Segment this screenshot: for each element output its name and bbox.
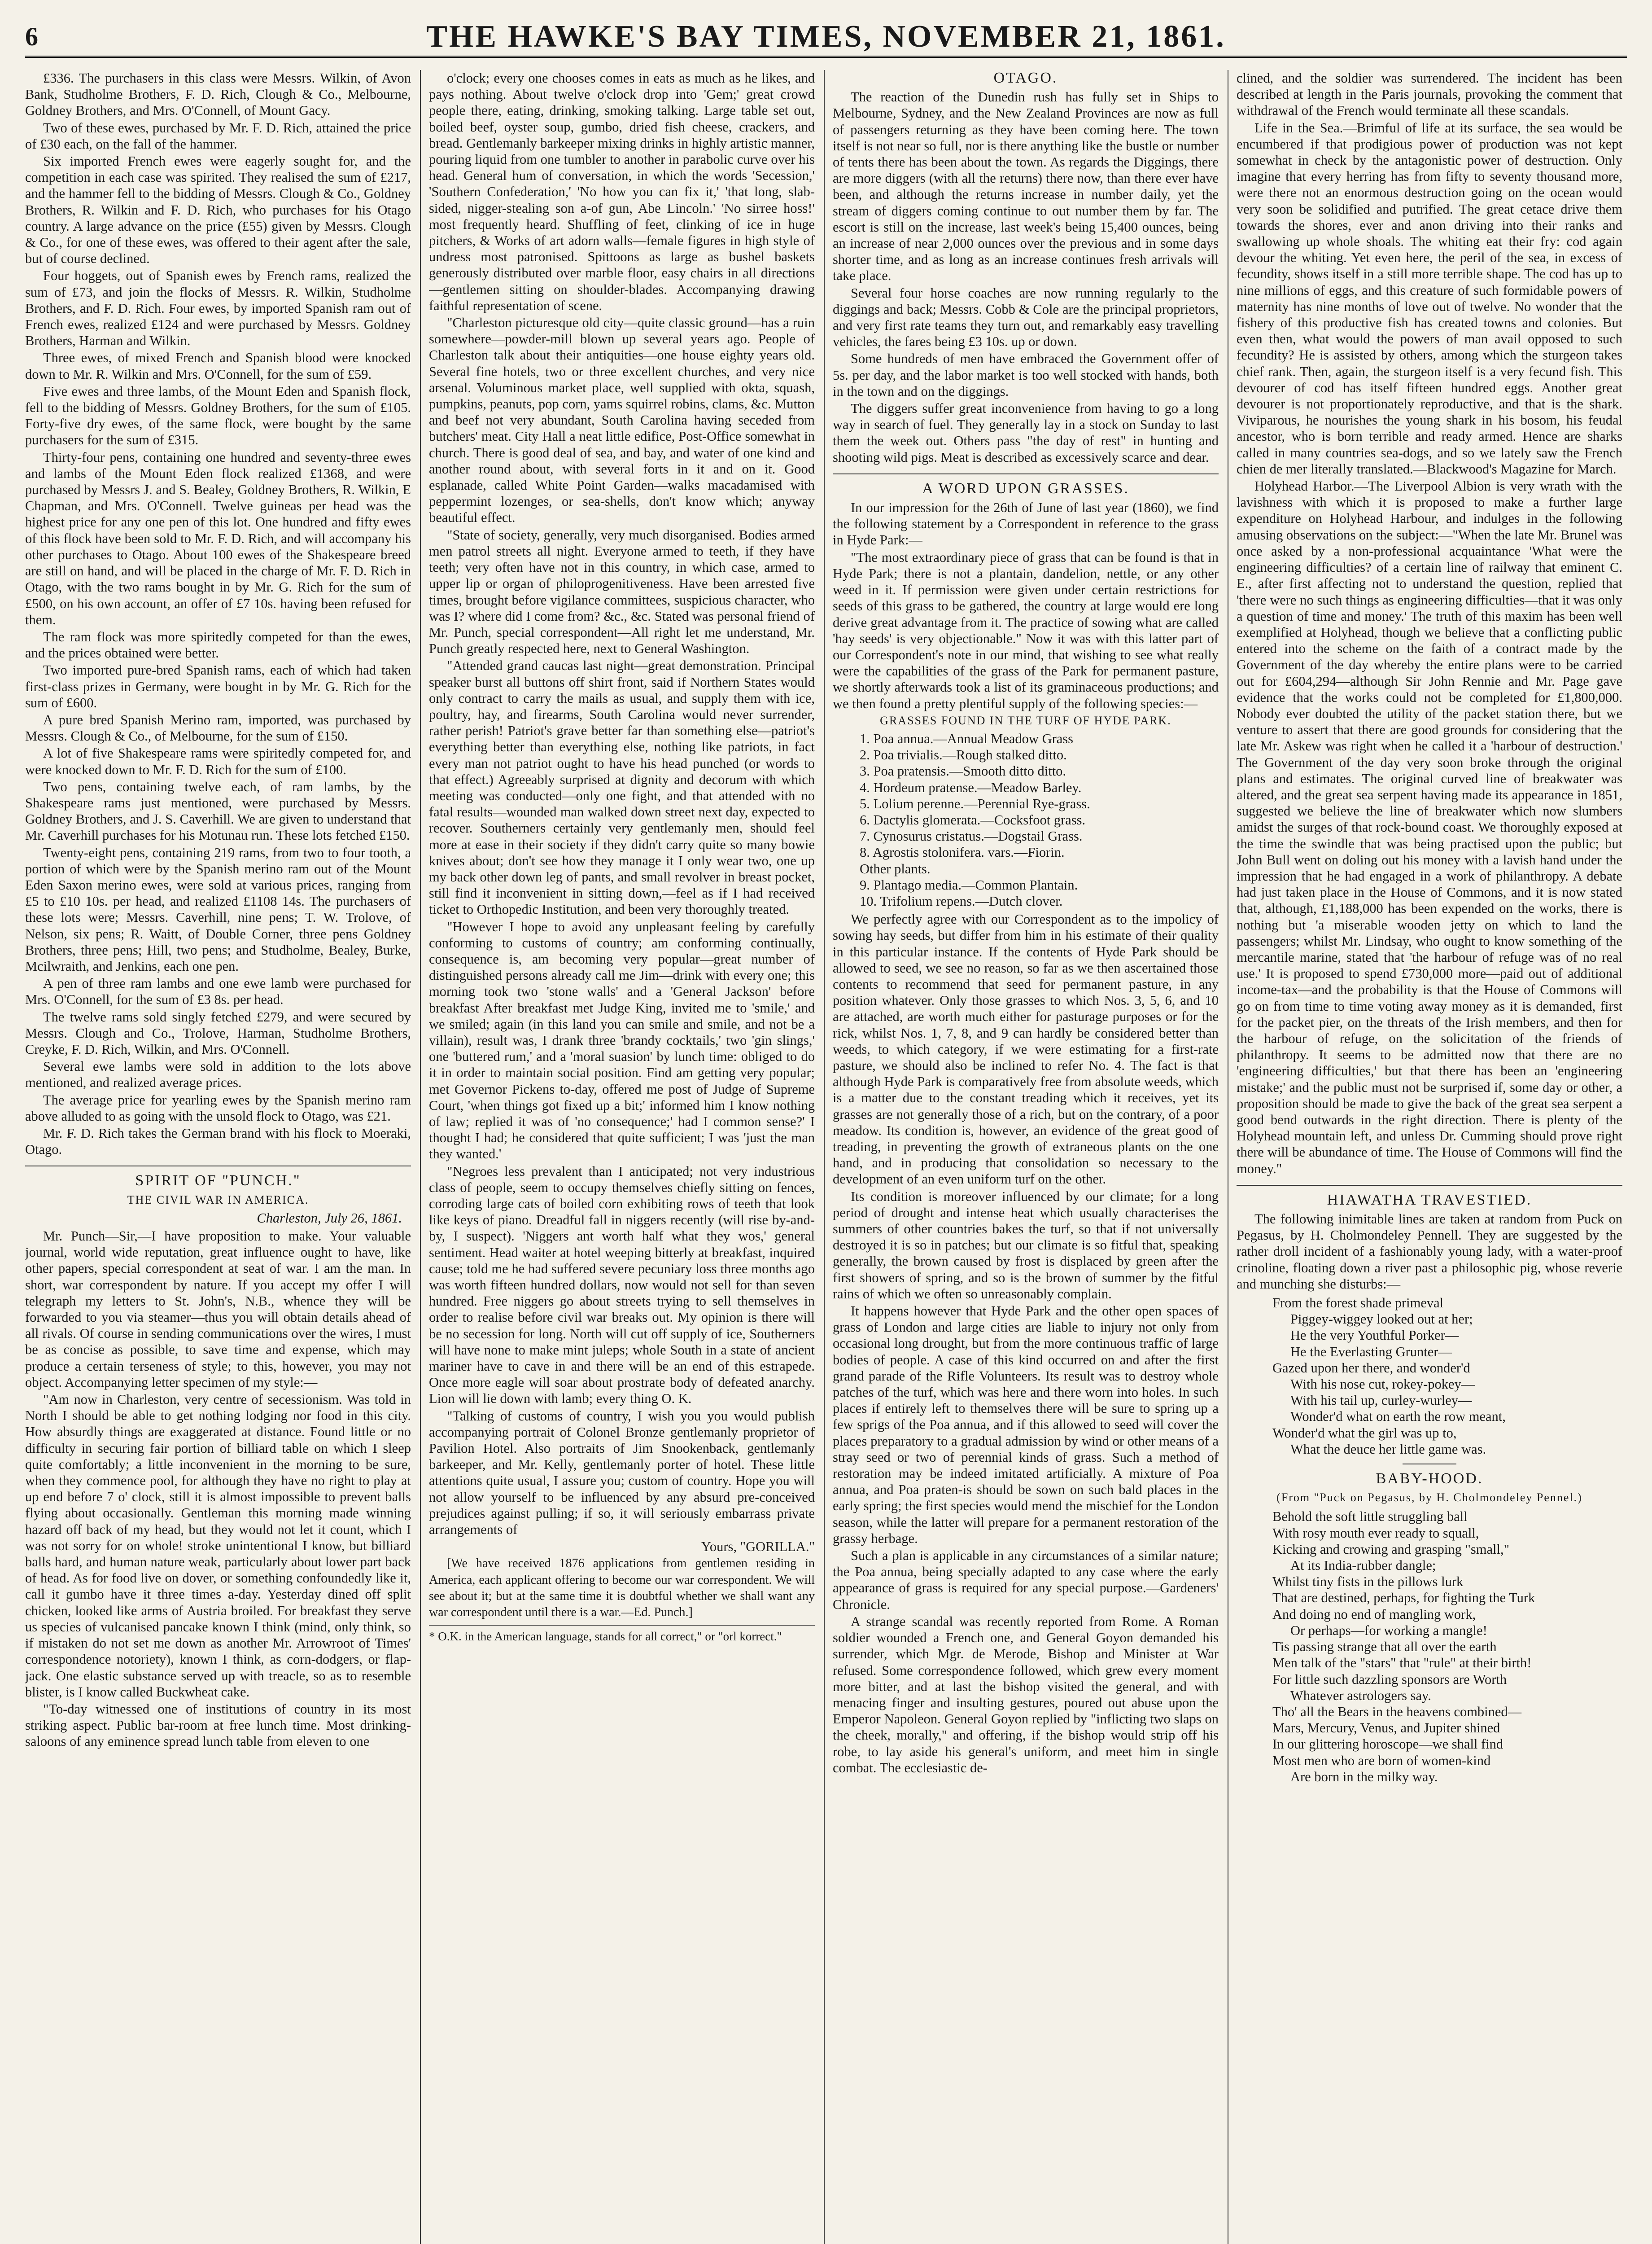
poem-line: Mars, Mercury, Venus, and Jupiter shined	[1272, 1720, 1500, 1736]
paragraph: "Attended grand caucas last night—great demonstration. Principal speaker burst all buttons off shirt front, said if Northern States would only contract to carry the mails as usual, and supply them with ice, poultry, hay, and firearms, South Carolina would never surrender, rather perish! Patriot's grave better far than something else—patriot's everything better than everything else, nothing like patriots, in fact every man not patriot ought to have his head punched (or words to that effect.) Agreeably surprised at dignity and decorum with which meeting was conducted—only one fight, and that attended with no fatal results—wounded man walked down street next day, expected to recover. Southerners certainly very gentlemanly men, should feel more at ease in their society if they didn't carry quite so many bowie knives about; don't see how they manage it I only wear two, one up my back other down leg of pants, and small revolver in breast pocket, still find it inconvenient in sitting down,—feel as if I had received ticket to Orthopedic Institution, and been very thoroughly treated.	[429, 658, 815, 917]
poem-line: Most men who are born of women-kind	[1272, 1753, 1491, 1768]
column-1	[25, 70, 411, 2244]
punch-article	[25, 1228, 411, 1750]
list-item: 5. Lolium perenne.—Perennial Rye-grass.	[860, 796, 1090, 811]
poem-line: Gazed upon her there, and wonder'd	[1272, 1360, 1470, 1376]
punch-signoff: Yours, "GORILLA."	[701, 1539, 815, 1555]
paragraph: Four hoggets, out of Spanish ewes by French rams, realized the sum of £73, and join the flocks of Messrs. R. Wilkin, Studholme Brothers, and F. D. Rich. Four ewes, by imported Spanish ram out of French ewes, realized £124 and were purchased by Messrs. Goldney Brothers, Harman and Wilkin.	[25, 268, 411, 349]
poem-line: He the very Youthful Porker—	[1290, 1328, 1459, 1343]
paragraph: Holyhead Harbor.—The Liverpool Albion is very wrath with the lavishness with which it is proposed to make a further large expenditure on Holyhead Harbour, and indulges in the following amusing observations on the subject:—"When the late Mr. Brunel was once asked by a non-professional acquaintance 'What were the engineering difficulties? of a certain line of railway that eminent C. E., after first affecting not to understand the question, replied that 'there were no such things as engineering difficulties—that it was only a question of time and money.' The truth of this maxim has been well exemplified at Holyhead, though we believe that a conflicting public entered into the scheme on the faith of a contract made by the Government of the day whereby the entire plans were to be carried out for £604,294—although Sir John Rennie and Mr. Page gave evidence that the works could not be completed for £1,800,000. Nobody ever doubted the utility of the packet station there, but we venture to assert that there are good grounds for considering that the late Mr. Askew was right when he called it a 'harbour of destruction.' The Government of the day very soon broke through the original plans and estimates. The original curved line of breakwater was altered, and the great sea serpent having made its appearance in 1851, suggested we believe the line of breakwater which now slumbers amidst the surges of that rock-bound coast. We thoroughly exposed at the time the swindle that was being practised upon the public; but John Bull went on doling out his money with a lavish hand under the impression that he had engaged in a work of philanthropy. A debate had just taken place in the House of Commons, and it is now stated that, although, £1,188,000 has been expended on the works, there is nothing but 'a miserable wooden jetty on which to land the passengers; whilst Mr. Lindsay, who ought to know something of the mercantile marine, stated that 'the harbour of refuge was of no real use.' It is proposed to spend £730,000 more—paid out of additional income-tax—and the probability is that the House of Commons will go on from time to time voting away money as it is demanded, first for the packet pier, on the threats of the Irish members, and then for the harbour of refuge, on the solicitation of the friends of philanthropy. It seems to be admitted now that there are no 'engineering difficulties,' but that there has been an 'engineering mistake;' and the public must not be surprised if, some day or other, a proposition should be made to give the back of the great sea serpent a good bend outwards in the right direction. There is plenty of the Holyhead mountain left, and unless Dr. Cumming should prove right there will be abundance of time. The House of Commons will find the money."	[1237, 478, 1622, 1176]
poem-line: In our glittering horoscope—we shall find	[1272, 1736, 1503, 1752]
paragraph: The average price for yearling ewes by the Spanish merino ram above alluded to as going with the unsold flock to Otago, was £21.	[25, 1092, 411, 1124]
poem-line: And doing no end of mangling work,	[1272, 1606, 1476, 1622]
paragraph: Life in the Sea.—Brimful of life at its surface, the sea would be encumbered if that prodigious power of production was not kept somewhat in check by the antagonistic power of destruction. Only imagine that every herring has from fifty to seventy thousand more, were there not an enormous destruction going on the ocean would very soon be solidified and putrified. The great cetace drive them towards the shores, ever and anon driving into their ranks and swallowing up whole shoals. The whiting eat their fry: cod again devour the whiting. Yet even here, the peril of the sea, in excess of fecundity, shows itself in a still more terrible shape. The cod has up to nine millions of eggs, and this creature of such formidable powers of maternity has nine months of love out of twelve. No wonder that the fishery of this productive fish has created towns and colonies. But even then, what would the powers of man avail opposed to such fecundity? He is assisted by others, among which the sturgeon takes chief rank. Then, again, the sturgeon itself is a very fecund fish. This devourer of cod has itself fifteen hundred eggs. Another great devourer is not proportionately reproductive, and that is the shark. Viviparous, he nourishes the young shark in his bosom, his feudal ancestor, who is born terrible and ready armed. Hence are sharks called in many countries sea-dogs, and so we lately saw the French chien de mer literally translated.—Blackwood's Magazine for March.	[1237, 120, 1622, 477]
paragraph: Thirty-four pens, containing one hundred and seventy-three ewes and lambs of the Mount Eden flock realized £1368, and were purchased by Messrs J. and S. Bealey, Goldney Brothers, R. Wilkin, E Chapman, and Mrs. O'Connell. Twelve guineas per head was the highest price for any one pen of this lot. One hundred and fifty ewes of this flock have been sold to Mr. F. D. Rich, and will accompany his other purchases to Otago. About 100 ewes of the Shakespeare breed are still on hand, and will be placed in the charge of Mr. F. D. Rich in Otago, with the two rams bought in by Mr. G. Rich for the sum of £500, on his own account, an offer of £7 10s. having been refused for them.	[25, 449, 411, 627]
editor-note: [We have received 1876 applications from gentlemen residing in America, each applicant offering to become our war correspondent. We will see about it; but at the same time it is doubtful whether we shall want any war correspondent until there is a war.—Ed. Punch.]	[429, 1556, 815, 1620]
list-item: 10. Trifolium repens.—Dutch clover.	[860, 893, 1063, 909]
paragraph: Twenty-eight pens, containing 219 rams, from two to four tooth, a portion of which were by the Spanish merino ram out of the Mount Eden Saxon merino ewes, were sold at various prices, ranging from £5 to £10 10s. per head, and realized £1108 14s. The purchasers of these lots were; Messrs. Caverhill, nine pens; T. W. Trolove, of Nelson, six pens; R. Waitt, of Double Corner, three pens Goldney Brothers, three pens; Hill, two pens; and Studholme, Bealey, Burke, Mcilwraith, and Jenkins, each one pen.	[25, 845, 411, 974]
poem-line: What the deuce her little game was.	[1290, 1441, 1486, 1457]
paragraph: Two of these ewes, purchased by Mr. F. D. Rich, attained the price of £30 each, on the fall of the hammer.	[25, 120, 411, 152]
paragraph: Six imported French ewes were eagerly sought for, and the competition in each case was spirited. They realised the sum of £217, and the hammer fell to the bidding of Messrs. Clough & Co., Goldney Brothers, R. Wilkin and F. D. Rich, who purchases for his Otago country. A large advance on the price (£55) given by Messrs. Clough & Co., for one of these ewes, was offered to their agent after the sale, but of course declined.	[25, 153, 411, 267]
section-divider	[833, 473, 1219, 474]
punch-subheadline: THE CIVIL WAR IN AMERICA.	[127, 1193, 309, 1206]
sheep-sale-article	[25, 70, 411, 1157]
paragraph: A pen of three ram lambs and one ewe lamb were purchased for Mrs. O'Connell, for the sum of £3 8s. per head.	[25, 976, 411, 1008]
paragraph: The reaction of the Dunedin rush has fully set in Ships to Melbourne, Sydney, and the New Zealand Provinces are now as full of passengers returning as they have been coming here. The town itself is not near so full, nor is there anything like the bustle or number of tents there has been about the town. As regards the Diggings, there are more diggers (with all the returns) there now, than there ever have been, and although the returns increase in number daily, yet the stream of diggers coming continue to out number them by far. The escort is still on the increase, last week's being 15,400 ounces, being an increase of near 2,000 ounces over the previous and in some days shorter time, and as long as an increase continues fresh arrivals will take place.	[833, 89, 1219, 284]
poem-line: Wonder'd what on earth the row meant,	[1290, 1409, 1506, 1424]
list-item: 3. Poa pratensis.—Smooth ditto ditto.	[860, 763, 1066, 779]
newspaper-title: THE HAWKE'S BAY TIMES, NOVEMBER 21, 1861.	[426, 19, 1226, 54]
paragraph: "However I hope to avoid any unpleasant feeling by carefully conforming to customs of country; am conforming continually, consequence is, am becoming very popular—great number of distinguished persons already call me Jim—drink with every one; this morning took two 'stone walls' and a 'General Jackson' before breakfast After breakfast met Judge King, invited me to 'smile,' and we smiled; again (in this land you can smile and smile, and not be a villain), result was, I drank three 'brandy cocktails,' two 'gin slings,' one 'buttered rum,' and a 'moral suasion' by lunch time: obliged to do it in order to maintain social position. Find am getting very popular; met Governor Pickens to-day, offered me post of Judge of Supreme Court, 'when things got fixed up a bit;' informed him I know nothing of law; replied it was of 'no consequence;' had I common sense?' I thought I had; he considered that quite sufficient; I was 'just the man they wanted.'	[429, 919, 815, 1162]
poem-line: That are destined, perhaps, for fighting the Turk	[1272, 1590, 1535, 1606]
poem-line: Whilst tiny fists in the pillows lurk	[1272, 1574, 1464, 1590]
paragraph: The ram flock was more spiritedly competed for than the ewes, and the prices obtained were better.	[25, 629, 411, 661]
paragraph: A strange scandal was recently reported from Rome. A Roman soldier wounded a French one, and General Goyon demanded his surrender, which Mgr. de Merode, Bishop and Minister at War refused. Some correspondence followed, which grew every moment more bitter, and at last the bishop visited the general, and with menacing finger and insulting gestures, poured out abuse upon the Emperor Napoleon. General Goyon replied by "inflicting two slaps on the cheek, morally," and offering, if the bishop would strip off his robe, to lay aside his general's uniform, and meet him in single combat. The ecclesiastic de-	[833, 1613, 1219, 1775]
grasses-list-title: GRASSES FOUND IN THE TURF OF HYDE PARK.	[880, 714, 1171, 727]
poem-line: With rosy mouth ever ready to squall,	[1272, 1525, 1479, 1541]
poem-line: With his nose cut, rokey-pokey—	[1290, 1376, 1475, 1392]
list-item: 4. Hordeum pratense.—Meadow Barley.	[860, 780, 1082, 795]
grasses-article-continued	[833, 911, 1219, 1776]
paragraph: Several ewe lambs were sold in addition to the lots above mentioned, and realized average prices.	[25, 1059, 411, 1091]
poem-line: At its India-rubber dangle;	[1290, 1558, 1436, 1573]
paragraph: Two pens, containing twelve each, of ram lambs, by the Shakespeare rams just mentioned, were purchased by Messrs. Goldney Brothers, and J. S. Caverhill. We are given to understand that Mr. Caverhill purchases for his Motunau run. These lots fetched £150.	[25, 779, 411, 843]
column-2	[429, 70, 815, 2244]
poem-line: With his tail up, curley-wurley—	[1290, 1393, 1472, 1408]
paragraph: "Negroes less prevalent than I anticipated; not very industrious class of people, seem to occupy themselves chiefly sitting on fences, corroding large cats of boiled corn exhibiting rows of teeth that look like keys of piano. Dreadful fall in niggers recently (will rise by-and-by, I suspect). 'Niggers ant worth half what they wos,' general sentiment. Head waiter at hotel weeping bitterly at breakfast, inquired cause; told me he had suffered severe pecuniary loss three months ago was worth fifteen hundred dollars, now would not sell for than seven hundred. Free niggers go about streets trying to sell themselves in order to realise before civil war breaks out. My opinion is there will be no secession for long. North will cut off supply of ice, Southerners will have none to make mint juleps; whole South in a state of ancient mariner have to cave in and there will be an end of this estrapede. Once more eagle will soar about prostrate body of defeated anarchy. Lion will lie down with lamb; every thing O. K.	[429, 1163, 815, 1407]
list-item: Other plants.	[860, 861, 931, 877]
poem-line: He the Everlasting Grunter—	[1290, 1344, 1452, 1359]
paragraph: A pure bred Spanish Merino ram, imported, was purchased by Messrs. Clough & Co., of Melbourne, for the sum of £150.	[25, 712, 411, 744]
column-rule	[420, 70, 421, 2244]
hiawatha-headline: HIAWATHA TRAVESTIED.	[1327, 1191, 1532, 1208]
paragraph: A lot of five Shakespeare rams were spiritedly competed for, and were knocked down to Mr. F. D. Rich for the sum of £100.	[25, 745, 411, 777]
masthead	[25, 13, 1627, 58]
poem-line: Behold the soft little struggling ball	[1272, 1509, 1468, 1525]
grasses-article	[833, 500, 1219, 712]
paragraph: Its condition is moreover influenced by our climate; for a long period of drought and intense heat which usually characterises the summers of other countries bakes the turf, so that if not universally destroyed it is so in patches; but our climate is so fitful that, speaking generally, the brown caused by frost is displaced by green after the first showers of spring, and so is the brown of summer by the fitful rains of which we often so unreasonably complain.	[833, 1188, 1219, 1302]
paragraph: Such a plan is applicable in any circumstances of a similar nature; the Poa annua, being specially adapted to any case where the early appearance of grass is required for any special purpose.—Gardeners' Chronicle.	[833, 1548, 1219, 1612]
paragraph: clined, and the soldier was surrendered. The incident has been described at length in the Paris journals, provoking the comment that withdrawal of the French would terminate all these scandals.	[1237, 70, 1622, 118]
miscellany-articles	[1237, 70, 1622, 1177]
list-item: 6. Dactylis glomerata.—Cocksfoot grass.	[860, 812, 1086, 828]
paragraph: Three ewes, of mixed French and Spanish blood were knocked down to Mr. R. Wilkin and Mrs. O'Connell, for the sum of £59.	[25, 350, 411, 382]
paragraph: The diggers suffer great inconvenience from having to go a long way in search of fuel. They generally lay in a stock on Sunday to last them the week out. Others pass "the day of rest" in hunting and shooting wild pigs. Meat is described as excessively scarce and dear.	[833, 401, 1219, 465]
grasses-list	[860, 731, 1219, 909]
poem-line: For little such dazzling sponsors are Worth	[1272, 1671, 1507, 1687]
list-item: 9. Plantago media.—Common Plantain.	[860, 877, 1078, 893]
poem-line: Piggey-wiggey looked out at her;	[1290, 1311, 1473, 1327]
paragraph: Five ewes and three lambs, of the Mount Eden and Spanish flock, fell to the bidding of Messrs. Goldney Brothers, for the sum of £105. Forty-five dry ewes, of the same flock, were bought by the same purchasers for the sum of £315.	[25, 383, 411, 448]
grasses-headline: A WORD UPON GRASSES.	[922, 480, 1129, 497]
paragraph: We perfectly agree with our Correspondent as to the impolicy of sowing hay seeds, but differ from him in his estimate of their quality in this particular instance. If the contents of Hyde Park should be allowed to seed, we see no reason, so far as we then ascertained those contents to recommend that seed for permanent pasture, in any position whatever. Only those grasses to which Nos. 3, 5, 6, and 10 are attached, are worth much either for pasturage purposes or for the rick, whilst Nos. 1, 7, 8, and 9 can hardly be considered better than weeds, to which category, if we were estimating for a first-rate pasture, we should also be inclined to refer No. 4. The fact is that although Hyde Park is comparatively free from absolute weeds, which is a matter due to the constant treading which it receives, yet its grasses are not generally those of a rich, but on the contrary, of a poor meadow. Its condition is, however, an evidence of the great good of treading, in preventing the growth of extraneous plants on the one hand, and in producing that consolidation so necessary to the development of an even uniform turf on the other.	[833, 912, 1219, 1187]
section-divider	[1237, 1185, 1622, 1186]
babyhood-poem	[1272, 1508, 1622, 1784]
poem-line: Kicking and crowing and grasping "small,"	[1272, 1541, 1510, 1557]
paragraph: Mr. Punch—Sir,—I have proposition to make. Your valuable journal, world wide reputation, great influence ought to have, like other papers, special correspondent at seat of war. I am the man. In short, war correspondent by nature. If you accept my offer I will telegraph my letters to St. John's, N.B., whence they will be forwarded to you via steamer—thus you will obtain details ahead of all rivals. Of course in sending communications over the wires, I must be as concise as possible, to save time and expense, which may produce a certain terseness of style; to this, however, you may not object. Accompanying letter specimen of my style:—	[25, 1228, 411, 1390]
paragraph: "Am now in Charleston, very centre of secessionism. Was told in North I should be able to get nothing lodging nor food in this city. How absurdly things are exaggerated at distance. Found little or no difficulty in securing fair portion of billiard table on which I sleep quite comfortably; a little inconvenient in the morning to be sure, when they commence pool, for although they have no right to play at up end before 7 o' clock, still it is almost impossible to prevent balls flying about occasionally. Gentleman this morning made winning hazard off back of my head, but they would not let it count, which I was not sorry for on whole! stroke unintentional I know, but billiard balls hard, and human nature weak, particularly about lower part back of head. As for food live on dover, or something confoundedly like it, call it gumbo have it three times a-day. Yesterday dined off split chicken, looked like arms of Austria broiled. For breakfast they serve us species of vulcanised pancake known I think (mind, only think, so if mistaken do not set me down as another Mr. Arrowroot of Times' correspondence notoriety), known I think, as corn-dodgers, or flap-jack. One elastic substance served up with treacle, so as to resemble blister, is I know called Buckwheat cake.	[25, 1392, 411, 1700]
list-item: 8. Agrostis stolonifera. vars.—Fiorin.	[860, 845, 1065, 860]
paragraph: "State of society, generally, very much disorganised. Bodies armed men patrol streets all night. Everyone armed to teeth, if they have teeth; very often have not in this country, in which case, armed to upper lip or organ of philoprogenitiveness. Have been arrested five times, brought before vigilance committees, suspicious character, who was I? where did I come from? &c., &c. Stated was personal friend of Mr. Punch, special correspondent—All right let me understand, Mr. Punch greatly respected here, next to General Washington.	[429, 527, 815, 657]
column-rule	[824, 70, 825, 2244]
paragraph: Mr. F. D. Rich takes the German brand with his flock to Moeraki, Otago.	[25, 1126, 411, 1157]
babyhood-headline: BABY-HOOD.	[1376, 1470, 1483, 1487]
punch-article-continued	[429, 70, 815, 1538]
paragraph: Several four horse coaches are now running regularly to the diggings and back; Messrs. Cobb & Cole are the principal proprietors, and very first rate teams they turn out, and remarkably easy travelling vehicles, the fares being £3 10s. up or down.	[833, 285, 1219, 350]
newspaper-page	[25, 13, 1627, 2244]
otago-article	[833, 89, 1219, 465]
paragraph: "To-day witnessed one of institutions of country in its most striking aspect. Public bar-room at free lunch time. Most drinking-saloons of any eminence spread lunch table from eleven to one	[25, 1701, 411, 1749]
paragraph: Some hundreds of men have embraced the Government offer of 5s. per day, and the labor market is too well stocked with hands, both in the town and on the diggings.	[833, 351, 1219, 399]
poem-line: Tis passing strange that all over the earth	[1272, 1639, 1497, 1655]
paragraph: It happens however that Hyde Park and the other open spaces of grass of London and large cities are liable to injury not only from occasional long drought, but from the more continuous traffic of large bodies of people. A case of this kind occurred on and after the first grand parade of the Rifle Volunteers. Its result was to destroy whole patches of the turf, which was here and there worn into holes. In such places if entirely left to themselves there will be sure to spring up a few sprigs of the Poa annua, and if this allowed to seed will cover the places preparatory to a gradual admission by wind or other means of a stray seed or two of perennial kinds of grass. Such a method of restoration may be indeed imitated artificially. A mixture of Poa annua, and Poa praten-is should be sown on such bald places in the early spring; the first species would mend the mischief for the London season, while the latter will prepare for a permanent restoration of the grassy herbage.	[833, 1303, 1219, 1546]
paragraph: "The most extraordinary piece of grass that can be found is that in Hyde Park; there is not a plantain, dandelion, nettle, or any other weed in it. If permission were given under certain restrictions for seeds of this grass to be gathered, the country at large would ere long derive great advantage from it. The practice of sowing what are called 'hay seeds' is very objectionable." Now it was with this latter part of our Correspondent's note in our mind, that wishing to see what really were the capabilities of the grass of the Park for permanent pasture, we shortly afterwards took a list of its graminaceous productions; and we then found a pretty plentiful supply of the following species:—	[833, 549, 1219, 711]
paragraph: Two imported pure-bred Spanish rams, each of which had taken first-class prizes in Germany, were bought in by Mr. G. Rich for the sum of £600.	[25, 662, 411, 710]
list-item: 7. Cynosurus cristatus.—Dogstail Grass.	[860, 828, 1083, 844]
paragraph: In our impression for the 26th of June of last year (1860), we find the following statement by a Correspondent in reference to the grass in Hyde Park:—	[833, 500, 1219, 548]
poem-line: From the forest shade primeval	[1272, 1295, 1444, 1311]
list-item: 1. Poa annua.—Annual Meadow Grass	[860, 731, 1074, 746]
column-3	[833, 70, 1219, 2244]
poem-line: Are born in the milky way.	[1290, 1769, 1438, 1784]
poem-line: Men talk of the "stars" that "rule" at their birth!	[1272, 1655, 1532, 1671]
poem-line: Wonder'd what the girl was up to,	[1272, 1425, 1457, 1441]
page-number: 6	[25, 22, 38, 51]
poem-line: Whatever astrologers say.	[1290, 1687, 1431, 1703]
column-4	[1237, 70, 1622, 2244]
paragraph: o'clock; every one chooses comes in eats as much as he likes, and pays nothing. About twelve o'clock drop into 'Gem;' great crowd people there, eating, drinking, smoking talking. Large table set out, boiled beef, oyster soup, gumbo, dried fish cheese, crackers, and bread. Gentlemanly barkeeper mixing drinks in highly artistic manner, pouring liquid from one tumbler to another in parabolic curve over his head. General hum of conversation, in which the words 'Secession,' 'Southern Confederation,' 'No how you can fix it,' 'that long, slab-sided, nigger-stealing son a-of gun, Abe Lincoln.' 'No sirree hoss!' most frequently heard. Shuffling of feet, clinking of ice in huge pitchers, & Works of art adorn walls—female figures in high style of undress most patronised. Spittoons as large as bushel baskets generously distributed over marble floor, easy chairs in all directions—gentlemen sitting on shoulder-blades. Accompanying drawing faithful representation of scene.	[429, 70, 815, 313]
punch-headline: SPIRIT OF "PUNCH."	[135, 1172, 301, 1189]
list-item: 2. Poa trivialis.—Rough stalked ditto.	[860, 747, 1067, 763]
babyhood-source: (From "Puck on Pegasus, by H. Cholmondeley Pennel.)	[1276, 1491, 1582, 1504]
footnote: * O.K. in the American language, stands for all correct," or "orl korrect."	[429, 1625, 815, 1644]
poem-line: Tho' all the Bears in the heavens combined—	[1272, 1704, 1522, 1719]
punch-dateline: Charleston, July 26, 1861.	[257, 1210, 402, 1226]
paragraph: The twelve rams sold singly fetched £279, and were secured by Messrs. Clough and Co., Trolove, Harman, Studholme Brothers, Creyke, F. D. Rich, Wilkin, and Mrs. O'Connell.	[25, 1009, 411, 1057]
paragraph: "Talking of customs of country, I wish you you would publish accompanying portrait of Colonel Bronze gentlemanly proprietor of Pavilion Hotel. Also portraits of Jim Snookenback, gentlemanly barkeeper, and Mr. Kelly, gentlemanly porter of hotel. These little attentions quite usual, I assure you; custom of country. Hope you will not allow yourself to be influenced by any absurd pre-conceived prejudices against pulling; if so, it will seriously embarrass private arrangements of	[429, 1408, 815, 1538]
paragraph: £336. The purchasers in this class were Messrs. Wilkin, of Avon Bank, Studholme Brothers, F. D. Rich, Clough & Co., Melbourne, Goldney Brothers, and Mrs. O'Connell, of Mount Gacy.	[25, 70, 411, 118]
hiawatha-intro: The following inimitable lines are taken at random from Puck on Pegasus, by H. Cholmondeley Pennell. They are suggested by the rather droll incident of a fashionably young lady, with a water-proof crinoline, floating down a river past a philosophic pig, whose reverie and munching she disturbs:—	[1237, 1211, 1622, 1292]
poem-line: Or perhaps—for working a mangle!	[1290, 1622, 1487, 1638]
paragraph: "Charleston picturesque old city—quite classic ground—has a ruin somewhere—powder-mill blown up several years ago. People of Charleston talk about their antiquities—one house eighty years old. Several fine hotels, two or three excellent churches, and very nice arsenal. Voluminous market place, well supplied with okta, squash, pumpkins, peanuts, pop corn, yams squirrel robins, clams, &c. Mutton and beef not very abundant, South Carolina having seceded from butchers' meat. City Hall a neat little edifice, Post-Office somewhat in church. There is good deal of sea, and bay, and water of one kind and another round about, with several forts in it and on it. Good esplanade, called White Point Garden—walks macadamised with peppermint lozenges, or sea-shells, don't know which; anyway beautiful effect.	[429, 315, 815, 526]
hiawatha-poem	[1272, 1295, 1622, 1457]
otago-headline: OTAGO.	[993, 70, 1058, 86]
